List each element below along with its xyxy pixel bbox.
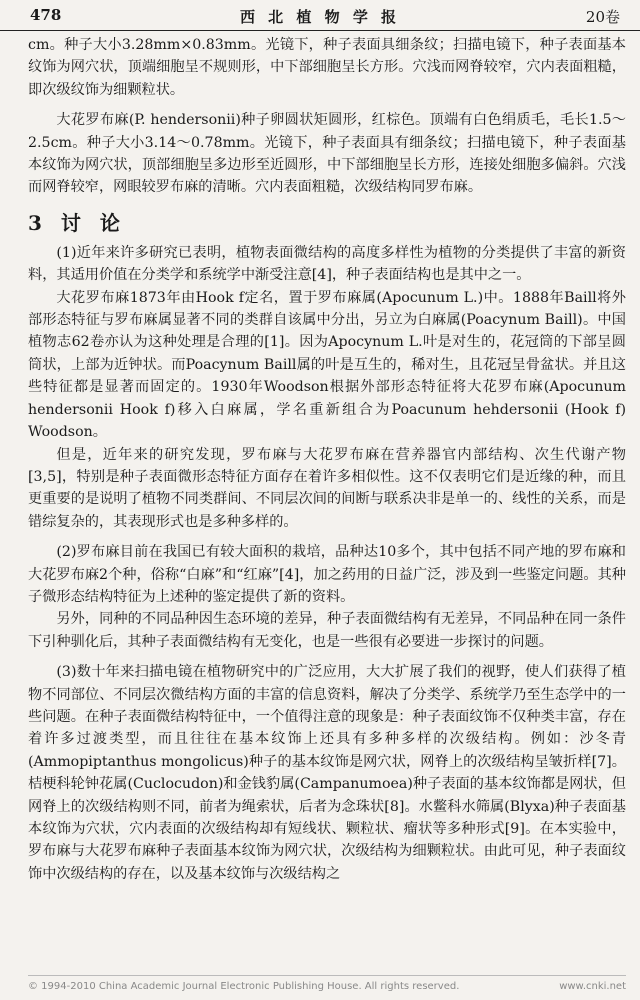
paragraph-seed-description-hendersonii: 大花罗布麻(P. hendersonii)种子卵圆状矩圆形，红棕色。顶端有白色绢质毛，毛长1.5～2.5cm。种子大小3.14～0.78mm。光镜下，种子表面具有细条纹；扫描电镜下，种子表面基本纹饰为网穴状，顶部细胞呈多边形至近圆形，中下部细胞呈长方形，连接处细胞多偏斜。穴浅而网脊较窄，网眼较罗布麻的清晰。穴内表面粗糙，次级结构同罗布麻。 <box>28 112 626 196</box>
paragraph-discussion-2: (2)罗布麻目前在我国已有较大面积的栽培，品种达10多个，其中包括不同产地的罗布麻和大花罗布麻2个种，俗称“白麻”和“红麻”[4]，加之药用的日益广泛，涉及到一些鉴定问题。其种子微形态结构特征为上述种的鉴定提供了新的资料。 <box>28 544 626 605</box>
page-number: 478 <box>30 6 62 24</box>
page-footer <box>28 975 626 998</box>
copyright-notice: © 1994-2010 China Academic Journal Electronic Publishing House. All rights reserved. <box>28 981 460 992</box>
paragraph-taxonomy-history: 大花罗布麻1873年由Hook f定名，置于罗布麻属(Apocunum L.)中。1888年Baill将外部形态特征与罗布麻属显著不同的类群自该属中分出，另立为白麻属(Poacynum Baill)。中国植物志62卷亦认为这种处理是合理的[1]。因为Apocynum L.叶是对生的，花冠筒的下部呈圆筒状，上部为近钟状。而Poacynum Baill属的叶是互生的，稀对生，且花冠呈骨盆状。并且这些特征都是显著而固定的。1930年Woodson根据外部形态特征将大花罗布麻(Apocunum hendersonii Hook f)移入白麻属，学名重新组合为Poacunum hehdersonii (Hook f) Woodson。 <box>28 289 626 441</box>
footer-website: www.cnki.net <box>559 981 626 992</box>
article-body <box>28 34 626 885</box>
paragraph-similarity: 但是，近年来的研究发现，罗布麻与大花罗布麻在营养器官内部结构、次生代谢产物[3,5]，特别是种子表面微形态特征方面存在着许多相似性。这不仅表明它们是近缘的种，而且更重要的是说明了植物不同类群间、不同层次间的间断与联系决非是单一的、线性的关系，而是错综复杂的，其表现形式也是多种多样的。 <box>28 446 626 530</box>
page-header <box>0 0 640 31</box>
journal-title: 西 北 植 物 学 报 <box>239 8 401 26</box>
section-heading-discussion: 3 讨 论 <box>28 210 126 235</box>
paragraph-varieties: 另外，同种的不同品种因生态环境的差异，种子表面微结构有无差异，不同品种在同一条件下引种驯化后，其种子表面微结构有无变化，也是一些很有必要进一步探讨的问题。 <box>28 611 626 650</box>
paragraph-seed-description-apocynum: cm。种子大小3.28mm×0.83mm。光镜下，种子表面具细条纹；扫描电镜下，种子表面基本纹饰为网穴状，顶端细胞呈不规则形，中下部细胞呈长方形。穴浅而网脊较窄，穴内表面粗糙，即次级纹饰为细颗粒状。 <box>28 37 626 98</box>
paragraph-discussion-1: (1)近年来许多研究已表明，植物表面微结构的高度多样性为植物的分类提供了丰富的新资料，其适用价值在分类学和系统学中渐受注意[4]，种子表面结构也是其中之一。 <box>28 244 626 284</box>
paragraph-discussion-3: (3)数十年来扫描电镜在植物研究中的广泛应用，大大扩展了我们的视野，使人们获得了植物不同部位、不同层次微结构方面的丰富的信息资料，解决了分类学、系统学乃至生态学中的一些问题。在种子表面微结构特征中，一个值得注意的现象是：种子表面纹饰不仅种类丰富，存在着许多过渡类型，而且往往在基本纹饰上还具有多种多样的次级结构。例如：沙冬青(Ammopiptanthus mongolicus)种子的基本纹饰是网穴状，网脊上的次级结构呈皱折样[7]。桔梗科轮钟花属(Cuclocudon)和金钱豹属(Campanumoea)种子表面的基本纹饰都是网状，但网脊上的次级结构则不同，前者为绳索状，后者为念珠状[8]。水鳖科水筛属(Blyxa)种子表面基本纹饰为穴状，穴内表面的次级结构却有短线状、颗粒状、瘤状等多种形式[9]。在本实验中，罗布麻与大花罗布麻种子表面基本纹饰为网穴状，次级结构为细颗粒状。由此可见，种子表面纹饰中次级结构的存在，以及基本纹饰与次级结构之 <box>28 664 626 882</box>
volume-label: 20卷 <box>585 8 620 26</box>
